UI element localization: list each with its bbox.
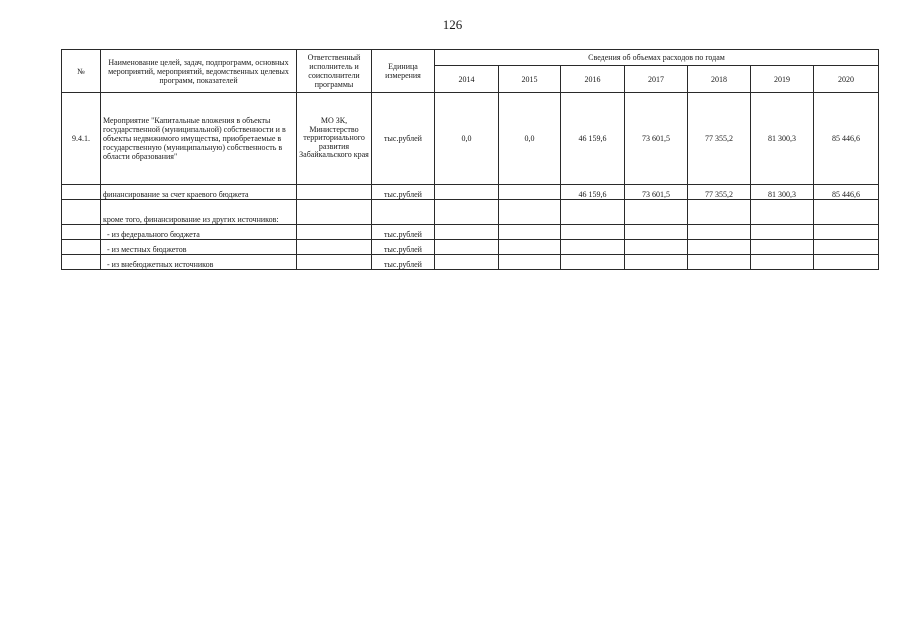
table-row xyxy=(62,93,879,185)
header-row xyxy=(62,50,879,66)
row-value: 46 159,6 xyxy=(561,185,625,200)
row-unit xyxy=(372,200,435,225)
row-value xyxy=(499,225,561,240)
table-row xyxy=(62,200,879,225)
row-value xyxy=(625,240,688,255)
year-header: 2016 xyxy=(561,66,625,93)
row-value xyxy=(435,240,499,255)
row-responsible: МО ЗК, Министерство территориального развития Забайкальского края xyxy=(297,93,372,185)
row-value xyxy=(625,255,688,270)
row-number: 9.4.1. xyxy=(62,93,101,185)
header-number: № xyxy=(62,50,101,93)
header-unit: Единица измерения xyxy=(372,50,435,93)
header-responsible: Ответственный исполнитель и соисполнители программы xyxy=(297,50,372,93)
row-value xyxy=(561,240,625,255)
year-header: 2019 xyxy=(751,66,814,93)
row-value xyxy=(499,255,561,270)
row-unit: тыс.рублей xyxy=(372,240,435,255)
row-value xyxy=(499,200,561,225)
row-value xyxy=(435,255,499,270)
row-name: - из внебюджетных источников xyxy=(101,255,297,270)
row-name: - из местных бюджетов xyxy=(101,240,297,255)
row-unit: тыс.рублей xyxy=(372,93,435,185)
row-value xyxy=(814,225,879,240)
row-value xyxy=(625,225,688,240)
row-value xyxy=(814,255,879,270)
row-name: Мероприятие "Капитальные вложения в объекты государственной (муниципальной) собственности и в объекты недвижимого имущества, приобретаемые в государственную (муниципальную) собственность в области образования" xyxy=(101,93,297,185)
row-unit: тыс.рублей xyxy=(372,225,435,240)
year-header: 2020 xyxy=(814,66,879,93)
row-value xyxy=(499,240,561,255)
row-value: 73 601,5 xyxy=(625,185,688,200)
row-unit: тыс.рублей xyxy=(372,255,435,270)
expenditure-table xyxy=(61,49,879,270)
row-value: 46 159,6 xyxy=(561,93,625,185)
row-value xyxy=(435,225,499,240)
row-value: 0,0 xyxy=(435,93,499,185)
row-value xyxy=(561,255,625,270)
row-value xyxy=(751,225,814,240)
year-header: 2015 xyxy=(499,66,561,93)
row-value xyxy=(499,185,561,200)
row-name: - из федерального бюджета xyxy=(101,225,297,240)
row-value xyxy=(688,240,751,255)
row-value: 77 355,2 xyxy=(688,185,751,200)
row-value xyxy=(435,185,499,200)
page-number: 126 xyxy=(442,17,463,32)
row-value xyxy=(435,200,499,225)
year-header: 2017 xyxy=(625,66,688,93)
row-value xyxy=(688,225,751,240)
row-value: 0,0 xyxy=(499,93,561,185)
table-row xyxy=(62,240,879,255)
row-value: 73 601,5 xyxy=(625,93,688,185)
row-value xyxy=(814,200,879,225)
row-value xyxy=(751,255,814,270)
row-value xyxy=(688,255,751,270)
row-value xyxy=(814,240,879,255)
table-row xyxy=(62,225,879,240)
row-value: 77 355,2 xyxy=(688,93,751,185)
row-value: 85 446,6 xyxy=(814,93,879,185)
row-value xyxy=(561,225,625,240)
table-row xyxy=(62,255,879,270)
row-value xyxy=(751,240,814,255)
table-row xyxy=(62,185,879,200)
year-header: 2014 xyxy=(435,66,499,93)
row-value: 85 446,6 xyxy=(814,185,879,200)
row-unit: тыс.рублей xyxy=(372,185,435,200)
row-value xyxy=(751,200,814,225)
header-name: Наименование целей, задач, подпрограмм, основных мероприятий, мероприятий, ведомственных целевых программ, показателей xyxy=(101,50,297,93)
header-expenses: Сведения об объемах расходов по годам xyxy=(435,50,879,66)
row-name: кроме того, финансирование из других источников: xyxy=(101,200,297,225)
row-value xyxy=(561,200,625,225)
row-value: 81 300,3 xyxy=(751,185,814,200)
row-value xyxy=(625,200,688,225)
row-value xyxy=(688,200,751,225)
row-value: 81 300,3 xyxy=(751,93,814,185)
row-name: финансирование за счет краевого бюджета xyxy=(101,185,297,200)
year-header: 2018 xyxy=(688,66,751,93)
